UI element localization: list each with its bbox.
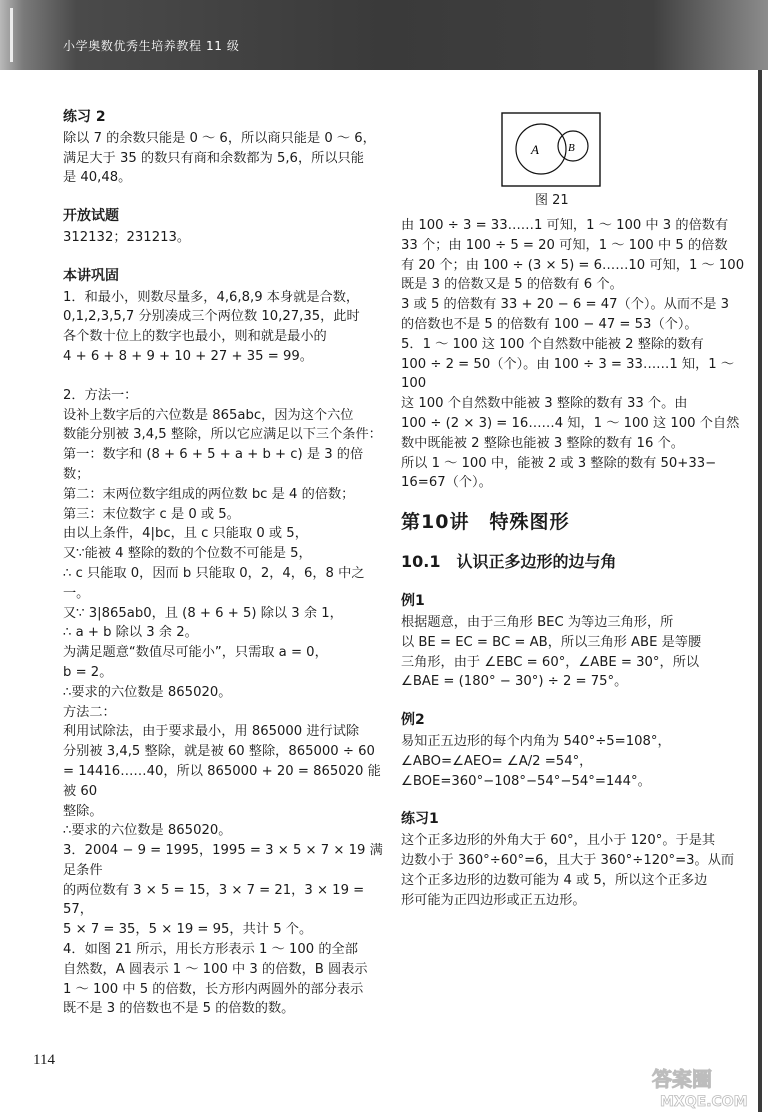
text-line: 自然数，A 圆表示 1 ～ 100 中 3 的倍数，B 圆表示 <box>63 961 368 977</box>
text-line: 各个数十位上的数字也最小，则和就是最小的 <box>63 329 327 345</box>
page-number: 114 <box>33 1052 55 1068</box>
text-line: ∴ c 只能取 0，因而 b 只能取 0，2，4，6，8 中之一。 <box>63 565 365 601</box>
figure-caption: 图 21 <box>535 193 569 208</box>
text-line: 的倍数也不是 5 的倍数有 100 − 47 = 53（个）。 <box>401 316 698 332</box>
section-title: 10.1 认识正多边形的边与角 <box>401 552 617 572</box>
heading-title: 练习1 <box>401 811 439 828</box>
text-line: 这个正多边形的边数可能为 4 或 5，所以这个正多边 <box>401 872 708 888</box>
heading-title: 本讲巩固 <box>63 267 119 284</box>
text-line: 1 ～ 100 中 5 的倍数，长方形内两圆外的部分表示 <box>63 981 364 997</box>
text-line: 整除。 <box>63 803 103 819</box>
text-line: 0,1,2,3,5,7 分别凑成三个两位数 10,27,35，此时 <box>63 309 360 325</box>
text-line: 是 40,48。 <box>63 170 132 186</box>
text-line: 第二：末两位数字组成的两位数 bc 是 4 的倍数； <box>63 486 355 502</box>
text-line: 形可能为正四边形或正五边形。 <box>401 892 586 908</box>
text-line: 有 20 个；由 100 ÷ (3 × 5) = 6……10 可知，1 ～ 100 <box>401 257 745 273</box>
header-title: 小学奥数优秀生培养教程 11 级 <box>63 39 240 53</box>
chapter-title: 第10讲 特殊图形 <box>401 511 570 534</box>
text-line: 第一：数字和 (8 + 6 + 5 + a + b + c) 是 3 的倍数； <box>63 447 364 482</box>
right-edge-bar <box>758 70 762 1112</box>
spacer <box>401 692 746 711</box>
text-line: ∴要求的六位数是 865020。 <box>63 823 232 839</box>
text-line: ∴ a + b 除以 3 余 2。 <box>63 625 198 641</box>
text-line: 3 或 5 的倍数有 33 + 20 − 6 = 47（个）。从而不是 3 <box>401 297 729 313</box>
header-accent-line <box>10 8 13 62</box>
spacer <box>401 535 746 551</box>
heading-title: 例2 <box>401 712 425 729</box>
text-line: ∴要求的六位数是 865020。 <box>63 684 232 700</box>
text-line: 33 个；由 100 ÷ 5 = 20 可知，1 ～ 100 中 5 的倍数 <box>401 237 728 253</box>
text-line: 除以 7 的余数只能是 0 ～ 6，所以商只能是 0 ～ 6， <box>63 130 376 146</box>
text-line: 既是 3 的倍数又是 5 的倍数有 6 个。 <box>401 277 623 293</box>
heading-title: 例1 <box>401 593 425 610</box>
text-line: 第三：末位数字 c 是 0 或 5。 <box>63 506 240 522</box>
spacer <box>401 791 746 810</box>
left-column <box>63 108 388 1019</box>
text-line: 1．和最小，则数尽量多，4,6,8,9 本身就是合数， <box>63 289 360 305</box>
text-line: 易知正五边形的每个内角为 540°÷5=108°， <box>401 733 671 749</box>
svg-text:MXQE.COM: MXQE.COM <box>660 1094 748 1110</box>
text-line: 的两位数有 3 × 5 = 15，3 × 7 = 21，3 × 19 = 57， <box>63 882 365 918</box>
text-line: 数中既能被 2 整除也能被 3 整除的数有 16 个。 <box>401 435 684 451</box>
text-line: 根据题意，由于三角形 BEC 为等边三角形，所 <box>401 614 674 630</box>
text-line: 所以 1 ～ 100 中，能被 2 或 3 整除的数有 50+33− <box>401 455 717 471</box>
text-line: 100 ÷ 2 = 50（个）。由 100 ÷ 3 = 33……1 知，1 ～ 100 <box>401 356 735 392</box>
watermark-logo <box>650 1062 760 1112</box>
heading-title: 开放试题 <box>63 208 119 225</box>
circle-a-label: A <box>531 142 539 157</box>
text-line: 既不是 3 的倍数也不是 5 的倍数的数。 <box>63 1001 295 1017</box>
heading-title: 练习 2 <box>63 109 106 125</box>
venn-diagram <box>501 112 601 187</box>
text-line: 由以上条件，4|bc，且 c 只能取 0 或 5， <box>63 526 308 542</box>
svg-text:答案圈: 答案圈 <box>652 1067 712 1091</box>
text-line: 100 ÷ (2 × 3) = 16……4 知，1 ～ 100 这 100 个自然 <box>401 415 740 431</box>
text-line: ∠ABO=∠AEO= ∠A/2 =54°， <box>401 753 593 769</box>
text-line: 4．如图 21 所示，用长方形表示 1 ～ 100 的全部 <box>63 942 358 958</box>
text-line: 又∵能被 4 整除的数的个位数不可能是 5， <box>63 546 312 562</box>
right-column <box>401 216 746 910</box>
circle-b-label: B <box>568 142 575 154</box>
text-line: 5．1 ～ 100 这 100 个自然数中能被 2 整除的数有 <box>401 336 704 352</box>
text-line: 3．2004 − 9 = 1995，1995 = 3 × 5 × 7 × 19 满足条件 <box>63 843 383 878</box>
text-line: 由 100 ÷ 3 = 33……1 可知，1 ～ 100 中 3 的倍数有 <box>401 218 729 233</box>
text-line: 4 + 6 + 8 + 9 + 10 + 27 + 35 = 99。 <box>63 348 313 364</box>
text-line: 分别被 3,4,5 整除，就是被 60 整除，865000 ÷ 60 <box>63 744 375 760</box>
watermark <box>650 1062 760 1112</box>
spacer <box>63 367 388 386</box>
text-line: 312132；231213。 <box>63 229 191 245</box>
text-line: 边数小于 360°÷60°=6，且大于 360°÷120°=3。从而 <box>401 852 735 868</box>
page-header <box>0 0 768 70</box>
text-line: 方法二： <box>63 704 116 720</box>
text-line: 三角形，由于 ∠EBC = 60°，∠ABE = 30°，所以 <box>401 654 700 670</box>
text-line: ∠BOE=360°−108°−54°−54°=144°。 <box>401 773 651 789</box>
text-line: 又∵ 3|865ab0，且 (8 + 6 + 5) 除以 3 余 1， <box>63 605 343 621</box>
text-line: 这 100 个自然数中能被 3 整除的数有 33 个。由 <box>401 396 688 412</box>
text-line: ∠BAE = (180° − 30°) ÷ 2 = 75°。 <box>401 674 628 690</box>
text-line: = 14416……40，所以 865000 + 20 = 865020 能被 60 <box>63 763 381 799</box>
text-line: 为满足题意“数值尽可能小”，只需取 a = 0， <box>63 645 328 661</box>
text-line: 利用试除法，由于要求最小，用 865000 进行试除 <box>63 724 360 740</box>
spacer <box>401 493 746 509</box>
text-line: 16=67（个）。 <box>401 475 492 491</box>
venn-figure <box>501 112 601 187</box>
text-line: 以 BE = EC = BC = AB，所以三角形 ABE 是等腰 <box>401 634 702 650</box>
text-line: 这个正多边形的外角大于 60°，且小于 120°。于是其 <box>401 833 716 849</box>
spacer <box>63 188 388 207</box>
text-line: 设补上数字后的六位数是 865abc，因为这个六位 <box>63 407 354 423</box>
spacer <box>401 573 746 592</box>
text-line: b = 2。 <box>63 664 113 680</box>
text-line: 数能分别被 3,4,5 整除，所以它应满足以下三个条件： <box>63 427 382 443</box>
text-line: 5 × 7 = 35，5 × 19 = 95，共计 5 个。 <box>63 922 313 938</box>
spacer <box>63 248 388 267</box>
text-line: 2．方法一： <box>63 387 138 403</box>
text-line: 满足大于 35 的数只有商和余数都为 5,6，所以只能 <box>63 150 364 166</box>
